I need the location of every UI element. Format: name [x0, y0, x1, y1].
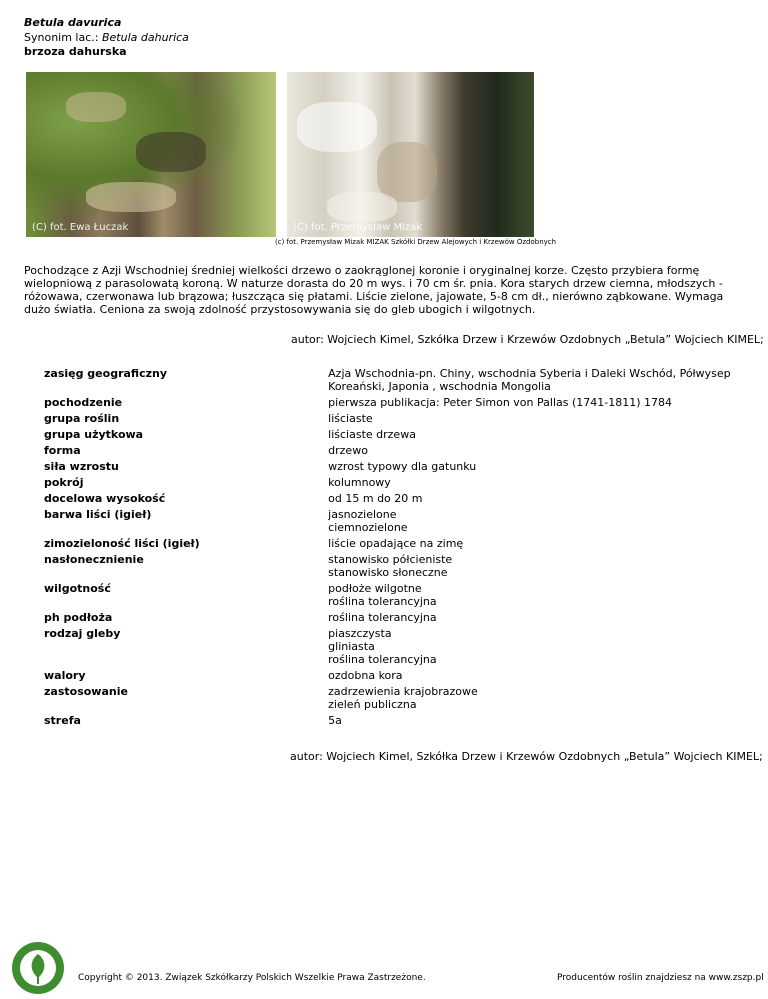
- property-value: roślina tolerancyjna: [328, 653, 437, 666]
- property-values: [328, 669, 744, 682]
- property-values: [328, 444, 744, 457]
- synonym-name: Betula dahurica: [101, 31, 189, 44]
- property-value: liście opadające na zimę: [328, 537, 464, 550]
- property-value: piaszczysta: [328, 627, 392, 640]
- property-values: [328, 492, 744, 505]
- properties-table: [44, 367, 744, 730]
- property-row: [44, 508, 744, 534]
- property-value: roślina tolerancyjna: [328, 611, 437, 624]
- property-row: [44, 492, 744, 505]
- property-values: [328, 428, 744, 441]
- property-label: wilgotność: [44, 582, 111, 595]
- property-label: ph podłoża: [44, 611, 113, 624]
- property-value: gliniasta: [328, 640, 375, 653]
- property-row: [44, 627, 744, 666]
- property-value: liściaste: [328, 412, 373, 425]
- property-label: docelowa wysokość: [44, 492, 166, 505]
- property-value: wzrost typowy dla gatunku: [328, 460, 477, 473]
- property-value: Azja Wschodnia-pn. Chiny, wschodnia Syberia i Daleki Wschód, Półwysep Koreański, Japonia , wschodnia Mongolia: [328, 367, 731, 393]
- property-label: nasłonecznienie: [44, 553, 144, 566]
- property-value: ciemnozielone: [328, 521, 408, 534]
- property-label: pokrój: [44, 476, 84, 489]
- property-values: [328, 714, 744, 727]
- property-values: [328, 412, 744, 425]
- property-value: od 15 m do 20 m: [328, 492, 423, 505]
- property-label: siła wzrostu: [44, 460, 119, 473]
- property-row: [44, 714, 744, 727]
- property-row: [44, 367, 744, 393]
- property-values: [328, 582, 744, 608]
- property-values: [328, 611, 744, 624]
- property-label: grupa roślin: [44, 412, 120, 425]
- zszp-logo: [10, 940, 66, 996]
- property-label: zasięg geograficzny: [44, 367, 167, 380]
- producers-link[interactable]: Producentów roślin znajdziesz na www.zszp.pl: [557, 973, 764, 983]
- property-row: [44, 396, 744, 409]
- property-values: [328, 460, 744, 473]
- property-values: [328, 508, 744, 534]
- property-row: [44, 582, 744, 608]
- property-row: [44, 685, 744, 711]
- property-label: walory: [44, 669, 86, 682]
- property-value: zadrzewienia krajobrazowe: [328, 685, 478, 698]
- property-row: [44, 537, 744, 550]
- property-label: pochodzenie: [44, 396, 123, 409]
- bark-photo-1: [26, 72, 276, 237]
- property-value: liściaste drzewa: [328, 428, 416, 441]
- property-value: stanowisko słoneczne: [328, 566, 448, 579]
- property-row: [44, 444, 744, 457]
- property-values: [328, 685, 744, 711]
- property-value: kolumnowy: [328, 476, 391, 489]
- photo-caption: (c) fot. Przemysław Mizak MIZAK Szkółki Drzew Alejowych i Krzewów Ozdobnych: [275, 238, 557, 246]
- property-row: [44, 669, 744, 682]
- property-value: podłoże wilgotne: [328, 582, 422, 595]
- synonym-label: Synonim lac.:: [24, 31, 102, 44]
- property-value: pierwsza publikacja: Peter Simon von Pallas (1741-1811) 1784: [328, 396, 672, 409]
- property-values: [328, 553, 744, 579]
- property-label: rodzaj gleby: [44, 627, 121, 640]
- author-line-top: autor: Wojciech Kimel, Szkółka Drzew i Krzewów Ozdobnych „Betula” Wojciech KIMEL;: [291, 333, 764, 346]
- property-label: forma: [44, 444, 81, 457]
- property-row: [44, 460, 744, 473]
- property-value: drzewo: [328, 444, 368, 457]
- property-label: grupa użytkowa: [44, 428, 144, 441]
- property-label: barwa liści (igieł): [44, 508, 152, 521]
- property-value: zieleń publiczna: [328, 698, 417, 711]
- property-value: stanowisko półcieniste: [328, 553, 453, 566]
- description: Pochodzące z Azji Wschodniej średniej wielkości drzewo o zaokrąglonej koronie i oryginalnej korze. Często przybiera formę wielopniową z parasolowatą koroną. W naturze dorasta do 20 m wys. i 70 cm śr. pnia. Kora starych drzew ciemna, młodszych - różowawa, czerwonawa lub brązowa; łuszcząca się płatami. Liście zielone, jajowate, 5-8 cm dł., nierówno ząbkowane. Wymaga dużo światła. Ceniona za swoją zdolność przystosowywania się do gleb ubogich i wilgotnych.: [24, 264, 724, 316]
- polish-name: brzoza dahurska: [24, 45, 127, 58]
- bark-photo-2: [287, 72, 534, 237]
- property-values: [328, 476, 744, 489]
- property-label: strefa: [44, 714, 81, 727]
- author-line-bottom: autor: Wojciech Kimel, Szkółka Drzew i Krzewów Ozdobnych „Betula” Wojciech KIMEL;: [290, 750, 763, 763]
- property-row: [44, 553, 744, 579]
- synonym-line: [24, 31, 189, 44]
- property-value: 5a: [328, 714, 342, 727]
- property-value: ozdobna kora: [328, 669, 403, 682]
- property-row: [44, 476, 744, 489]
- latin-name: Betula davurica: [24, 16, 122, 29]
- property-values: [328, 396, 744, 409]
- property-value: roślina tolerancyjna: [328, 595, 437, 608]
- property-values: [328, 367, 744, 393]
- property-label: zastosowanie: [44, 685, 128, 698]
- property-values: [328, 537, 744, 550]
- property-row: [44, 611, 744, 624]
- copyright: Copyright © 2013. Związek Szkółkarzy Polskich Wszelkie Prawa Zastrzeżone.: [78, 973, 426, 983]
- property-row: [44, 412, 744, 425]
- property-values: [328, 627, 744, 666]
- property-label: zimozieloność liści (igieł): [44, 537, 200, 550]
- property-row: [44, 428, 744, 441]
- photo1-credit: (C) fot. Ewa Łuczak: [32, 222, 129, 233]
- photo2-credit: (C) fot. Przemysław Mizak: [293, 222, 423, 233]
- property-value: jasnozielone: [328, 508, 397, 521]
